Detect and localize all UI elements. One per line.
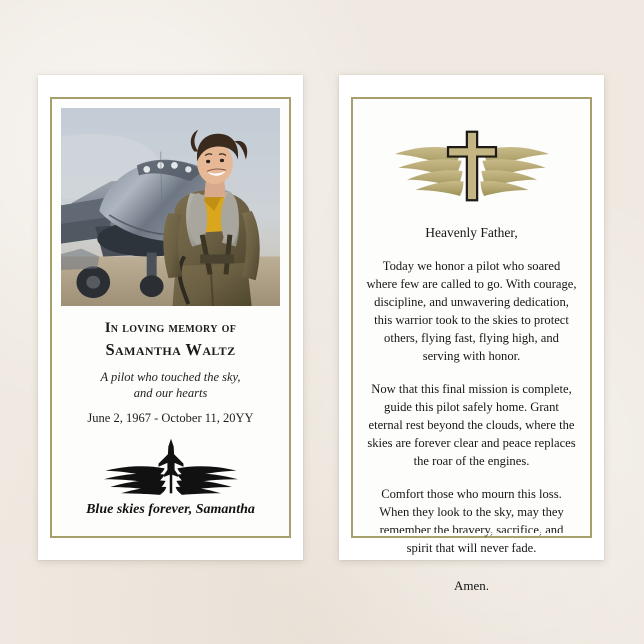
life-dates: June 2, 1967 - October 11, 20YY [87,410,254,425]
epitaph [61,369,280,402]
memorial-inscription [61,319,280,426]
epitaph-line-2: and our hearts [133,386,208,401]
jet-wings-emblem-graphic [93,437,249,495]
in-loving-memory-label: In loving memory of [104,320,237,336]
prayer-paragraph-2: Now that this final mission is complete, guide this pilot safely home. Grant eternal rest beyond the clouds, where the skies are forever clear and peace replaces the roar of the engines. [367,382,576,469]
epitaph-line-1: A pilot who touched the sky, [100,369,241,384]
back-card-gold-border [351,97,592,594]
prayer-back-card[interactable] [339,75,604,594]
memorial-front-card[interactable] [38,75,303,560]
pilot-photo-illustration [61,108,280,306]
cross-with-wings-icon [386,130,558,202]
prayer-salutation: Heavenly Father, [425,225,518,240]
pilot-photo [61,108,280,306]
prayer-paragraph-3: Comfort those who mourn this loss. When they look to the sky, may they remember the bravery, sacrifice, and spirit that will never fade. [379,487,564,556]
farewell-message: Blue skies forever, Samantha [86,502,255,518]
prayer-amen: Amen. [453,578,490,594]
front-card-body [52,99,289,536]
jet-wings-emblem [93,437,249,495]
front-card-gold-border [50,97,291,538]
prayer-paragraph-1: Today we honor a pilot who soared where few are called to go. With courage, discipline, and unwavering dedication, this warrior took to the skies to protect others, flying fast, flying high, and serving with honor. [366,259,577,364]
cross-with-wings-graphic [386,130,558,202]
back-card-body [353,99,590,594]
deceased-name: Samantha Waltz [105,339,236,359]
prayer-text [362,224,581,594]
